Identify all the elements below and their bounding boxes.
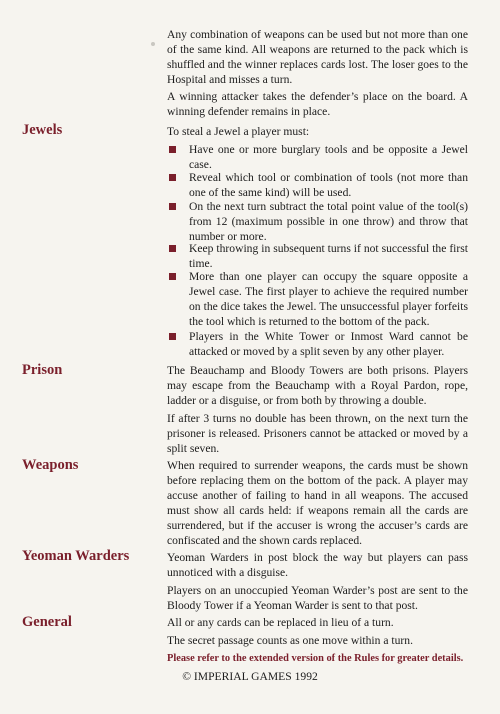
bullet-text: Reveal which tool or combination of tools (not more than one of the same kind) will be used. bbox=[189, 171, 468, 199]
general-paragraph-1: All or any cards can be replaced in lieu of a turn. bbox=[167, 616, 394, 629]
prison-paragraph-2: If after 3 turns no double has been thrown, on the next turn the prisoner is released. Prisoners cannot be attacked or moved by a split seven. bbox=[167, 412, 468, 455]
jewels-bullet bbox=[167, 269, 468, 329]
jewels-bullet bbox=[167, 241, 468, 271]
bullet-square-icon bbox=[169, 273, 176, 280]
bullet-square-icon bbox=[169, 333, 176, 340]
bullet-square-icon bbox=[169, 174, 176, 181]
bullet-text: Have one or more burglary tools and be opposite a Jewel case. bbox=[189, 143, 468, 171]
prison-paragraph-1: The Beauchamp and Bloody Towers are both prisons. Players may escape from the Beauchamp with a Royal Pardon, rope, ladder or a disguise, or from both by throwing a double. bbox=[167, 364, 468, 407]
bullet-square-icon bbox=[169, 146, 176, 153]
intro-paragraph-1: Any combination of weapons can be used but not more than one of the same kind. All weapons are returned to the pack which is shuffled and the winner replaces cards lost. The loser goes to the Hospital and misses a turn. bbox=[167, 28, 468, 86]
jewels-bullet bbox=[167, 170, 468, 200]
yeoman-paragraph-1: Yeoman Warders in post block the way but players can pass unnoticed with a disguise. bbox=[167, 551, 468, 579]
jewels-bullet bbox=[167, 142, 468, 172]
copyright-footer: © IMPERIAL GAMES 1992 bbox=[182, 670, 318, 683]
section-heading-general: General bbox=[22, 614, 72, 630]
yeoman-paragraph-2: Players on an unoccupied Yeoman Warder’s post are sent to the Bloody Tower if a Yeoman Warder is sent to that post. bbox=[167, 584, 468, 612]
jewels-bullet bbox=[167, 329, 468, 359]
paper-speck bbox=[151, 42, 155, 46]
rules-reference-note: Please refer to the extended version of the Rules for greater details. bbox=[167, 653, 464, 664]
bullet-text: More than one player can occupy the square opposite a Jewel case. The first player to achieve the required number on the dice takes the Jewel. The unsuccessful player forfeits the tool which is returned to the bottom of the pack. bbox=[189, 270, 468, 328]
bullet-square-icon bbox=[169, 245, 176, 252]
section-heading-jewels: Jewels bbox=[22, 122, 63, 138]
section-heading-yeoman-warders: Yeoman Warders bbox=[22, 548, 130, 564]
bullet-text: Keep throwing in subsequent turns if not successful the first time. bbox=[189, 242, 468, 270]
general-paragraph-2: The secret passage counts as one move within a turn. bbox=[167, 634, 413, 647]
bullet-square-icon bbox=[169, 203, 176, 210]
bullet-text: Players in the White Tower or Inmost Ward cannot be attacked or moved by a split seven by any other player. bbox=[189, 330, 468, 358]
weapons-paragraph-1: When required to surrender weapons, the cards must be shown before replacing them on the bottom of the pack. A player may accuse another of failing to hand in all weapons. The accused must show all cards held: if weapons remain all the cards are surrendered, but if the accuser is wrong the accuser’s cards are confiscated and the shown cards replaced. bbox=[167, 459, 468, 547]
jewels-bullet bbox=[167, 199, 468, 244]
section-heading-weapons: Weapons bbox=[22, 457, 79, 473]
intro-paragraph-2: A winning attacker takes the defender’s place on the board. A winning defender remains in place. bbox=[167, 90, 468, 118]
jewels-lead: To steal a Jewel a player must: bbox=[167, 125, 310, 138]
section-heading-prison: Prison bbox=[22, 362, 63, 378]
bullet-text: On the next turn subtract the total point value of the tool(s) from 12 (maximum possible in one throw) and throw that number or more. bbox=[189, 200, 468, 243]
